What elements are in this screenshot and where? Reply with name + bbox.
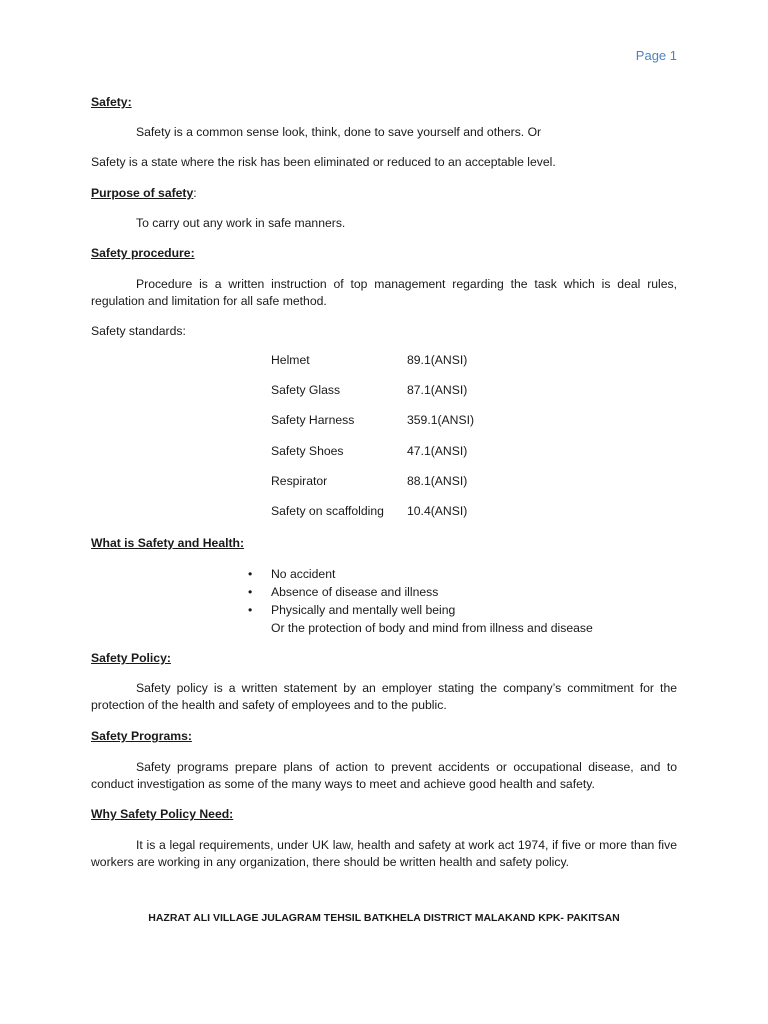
purpose-text: To carry out any work in safe manners. <box>136 216 346 230</box>
standard-value: 87.1(ANSI) <box>407 383 468 397</box>
need-text: It is a legal requirements, under UK law, health and safety at work act 1974, if five or more than five workers are working in any organization, there should be written health and safety policy. <box>91 838 677 869</box>
list-item: • Absence of disease and illness <box>244 583 593 601</box>
page-number: Page 1 <box>635 48 677 63</box>
health-bullet-list <box>244 565 593 637</box>
health-bullet-continuation: Or the protection of body and mind from illness and disease <box>271 621 593 635</box>
safety-definition-1: Safety is a common sense look, think, done to save yourself and others. Or <box>136 125 542 139</box>
standards-label: Safety standards: <box>91 324 186 338</box>
standard-value: 47.1(ANSI) <box>407 444 468 458</box>
policy-heading: Safety Policy: <box>91 651 171 665</box>
policy-text: Safety policy is a written statement by an employer stating the company’s commitment for the protection of the health and safety of employees and to the public. <box>91 681 677 712</box>
standard-name: Safety on scaffolding <box>271 504 384 518</box>
standard-value: 88.1(ANSI) <box>407 474 468 488</box>
footer-address: HAZRAT ALI VILLAGE JULAGRAM TEHSIL BATKHELA DISTRICT MALAKAND KPK- PAKITSAN <box>148 912 620 924</box>
standard-name: Respirator <box>271 474 328 488</box>
standard-name: Safety Glass <box>271 383 341 397</box>
need-heading: Why Safety Policy Need: <box>91 807 234 821</box>
programs-text: Safety programs prepare plans of action to prevent accidents or occupational disease, and to conduct investigation as some of the many ways to meet and achieve good health and safety. <box>91 760 677 791</box>
safety-heading: Safety: <box>91 95 132 109</box>
standard-name: Safety Shoes <box>271 444 344 458</box>
health-heading: What is Safety and Health: <box>91 536 245 550</box>
purpose-heading-row <box>91 185 677 202</box>
programs-heading: Safety Programs: <box>91 729 192 743</box>
list-item: • Physically and mentally well being <box>244 601 593 619</box>
list-item: • No accident <box>244 565 593 583</box>
purpose-heading: Purpose of safety <box>91 186 194 200</box>
procedure-heading: Safety procedure: <box>91 246 195 260</box>
procedure-text: Procedure is a written instruction of top management regarding the task which is deal rules, regulation and limitation for all safe method. <box>91 277 677 308</box>
standard-value: 10.4(ANSI) <box>407 504 468 518</box>
safety-definition-2: Safety is a state where the risk has been eliminated or reduced to an acceptable level. <box>91 155 556 169</box>
standard-name: Safety Harness <box>271 413 355 427</box>
standard-value: 89.1(ANSI) <box>407 353 468 367</box>
standard-name: Helmet <box>271 353 310 367</box>
standard-value: 359.1(ANSI) <box>407 413 475 427</box>
purpose-heading-colon: : <box>193 186 197 200</box>
